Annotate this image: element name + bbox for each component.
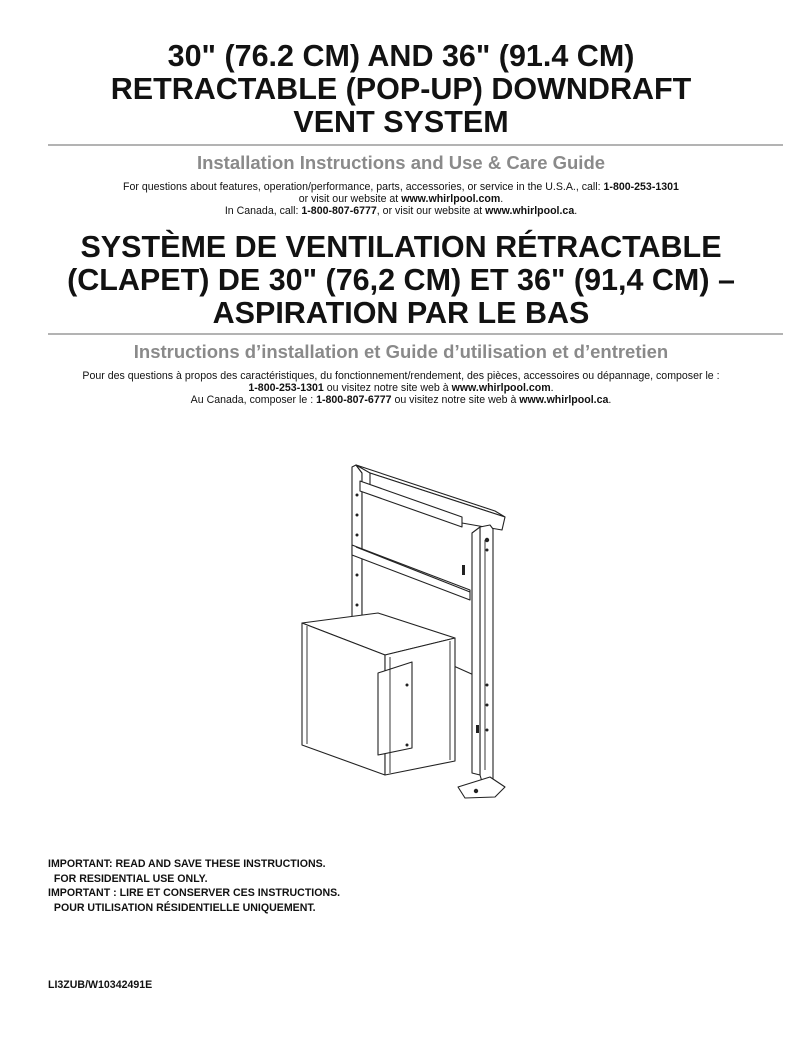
english-us-website[interactable]: www.whirlpool.com [401,193,501,205]
french-title [0,231,802,330]
downdraft-vent-illustration [290,455,530,805]
french-contact-line-1: Pour des questions à propos des caractéristiques, du fonctionnement/rendement, des pièces, accessoires ou dépannage, composer le : [82,370,720,382]
english-subtitle: Installation Instructions and Use & Care Guide [196,152,606,173]
period: . [500,193,504,205]
english-contact-us-text: For questions about features, operation/performance, parts, accessories, or service in the U.S.A., call: [123,181,604,193]
english-canada-text: In Canada, call: [224,205,302,217]
french-canada-website-text: ou visitez notre site web à [391,394,520,406]
important-notices [48,857,340,915]
english-website-text: or visit our website at [298,193,402,205]
period: . [608,394,612,406]
period: . [550,382,554,394]
english-contact-line-3 [0,205,802,217]
french-title-line-3: ASPIRATION PAR LE BAS [212,296,590,330]
french-us-phone: 1-800-253-1301 [248,382,324,394]
notice-line-2: FOR RESIDENTIAL USE ONLY. [48,872,208,885]
notice-line-4: POUR UTILISATION RÉSIDENTIELLE UNIQUEMENT. [48,901,316,914]
french-website-text: ou visitez notre site web à [323,382,452,394]
english-canada-phone: 1-800-807-6777 [301,205,377,217]
french-title-line-2: (CLAPET) DE 30" (76,2 CM) ET 36" (91,4 CM) – [67,263,735,297]
french-subtitle: Instructions d’installation et Guide d’utilisation et d’entretien [133,341,669,362]
french-canada-website[interactable]: www.whirlpool.ca [519,394,609,406]
english-title-line-3: VENT SYSTEM [293,105,509,139]
english-contact-line-2 [0,193,802,205]
english-contact [0,181,802,217]
french-canada-text: Au Canada, composer le : [190,394,317,406]
english-canada-website[interactable]: www.whirlpool.ca [485,205,575,217]
divider-english [48,144,783,146]
english-us-phone: 1-800-253-1301 [603,181,679,193]
divider-french [48,333,783,335]
english-title-line-1: 30" (76.2 CM) AND 36" (91.4 CM) [167,39,635,73]
french-title-line-1: SYSTÈME DE VENTILATION RÉTRACTABLE [80,230,722,264]
french-canada-phone: 1-800-807-6777 [316,394,392,406]
period: . [574,205,578,217]
french-contact-line-3 [0,394,802,406]
french-contact-line-2 [0,382,802,394]
french-us-website[interactable]: www.whirlpool.com [451,382,551,394]
english-title-line-2: RETRACTABLE (POP-UP) DOWNDRAFT [110,72,692,106]
notice-line-1: IMPORTANT: READ AND SAVE THESE INSTRUCTIONS. [48,858,326,870]
french-contact [0,370,802,406]
english-title [0,40,802,139]
english-canada-website-text: , or visit our website at [376,205,486,217]
part-number: LI3ZUB/W10342491E [48,979,153,991]
notice-line-3: IMPORTANT : LIRE ET CONSERVER CES INSTRUCTIONS. [48,887,341,899]
english-contact-line-1 [0,181,802,193]
